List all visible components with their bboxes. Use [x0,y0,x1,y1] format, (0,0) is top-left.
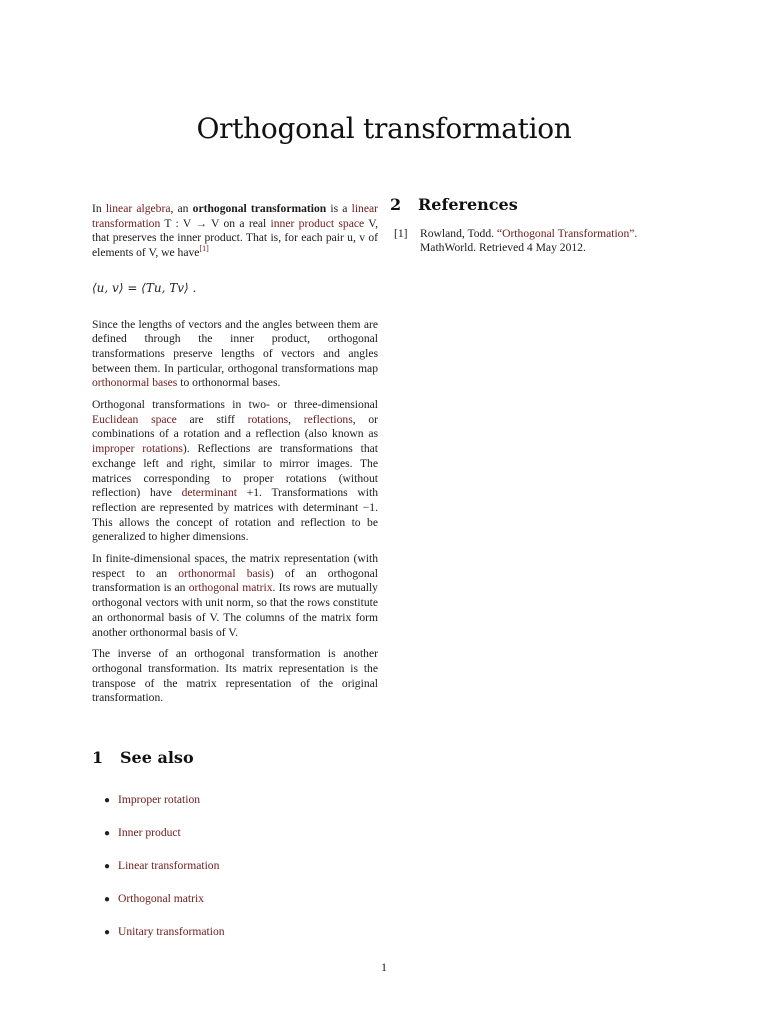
list-item [104,889,225,922]
references-number: 2 [390,195,402,214]
para4-text-2: ) of an orthogonal transformation is an [92,566,379,595]
bullet-icon: ● [104,894,111,905]
bullet-icon: ● [104,861,111,872]
references-heading [390,195,680,214]
para3-text-4: , or combinations of a rotation and a reflection (also known as [92,412,378,441]
reference-text [420,227,680,256]
paragraph-lengths [92,318,378,392]
para3-text-2: are stiff [176,412,248,426]
para3-text-3: , [288,412,304,426]
intro-paragraph [92,202,378,261]
bullet-icon: ● [104,828,111,839]
bullet-icon: ● [104,927,111,938]
page-title: Orthogonal transformation [196,112,572,145]
link-linear-transformation[interactable]: linear transformation [92,202,379,230]
para3-text-6: +1. Transformations with reflection are represented by matrices with determinant −1. This allows the concept of rotation and reflection to be generalized to higher dimensions. [92,486,378,544]
link-orthonormal-basis[interactable]: orthonormal basis [178,566,270,580]
para4-text-1: In finite-dimensional spaces, the matrix representation (with respect to an [92,552,378,580]
see-also-list [104,790,225,955]
para4-text-3: . Its rows are mutually orthogonal vectors with unit norm, so that the rows constitute an orthonormal basis of V. The columns of the matrix form another orthonormal basis of V. [92,581,378,639]
link-linear-algebra[interactable]: linear algebra [105,202,171,215]
intro-text-3: is a [326,202,352,215]
link-determinant[interactable]: determinant [181,486,237,500]
references-title: References [418,195,518,214]
para3-text-1: Orthogonal transformations in two- or three-dimensional [92,398,378,412]
bullet-icon: ● [104,795,111,806]
intro-text-4: T : V → V on a real [160,216,271,230]
formula: ⟨u, v⟩ = ⟨Tu, Tv⟩ . [92,280,197,295]
page-number: 1 [381,960,387,974]
see-also-link[interactable]: Linear transformation [118,859,220,872]
intro-text-1: In [92,202,106,215]
see-also-link[interactable]: Inner product [118,826,181,839]
bold-term: orthogonal transformation [192,202,327,215]
references-column [390,195,680,256]
see-also-link[interactable]: Improper rotation [118,793,201,806]
link-rotations[interactable]: rotations [247,412,289,426]
see-also-link[interactable]: Orthogonal matrix [118,892,204,905]
para2-text-1: Since the lengths of vectors and the angles between them are defined through the inner product, orthogonal transformations preserve lengths of vectors and angles between them. In particular, orthogonal transformations map [92,317,378,375]
link-improper-rotations[interactable]: improper rotations [92,442,183,456]
link-orthogonal-matrix[interactable]: orthogonal matrix [188,581,273,595]
reference-item [390,227,680,256]
reference-author: Rowland, Todd. [420,226,497,240]
list-item [104,922,225,955]
see-also-title: See also [120,748,194,767]
see-also-link[interactable]: Unitary transformation [118,925,225,938]
see-also-heading [92,748,194,767]
reference-source: . MathWorld. Retrieved 4 May 2012. [420,226,638,255]
link-euclidean-space[interactable]: Euclidean space [92,412,177,426]
para3-text-5: ). Reflections are transformations that exchange left and right, similar to mirror images. The matrices corresponding to proper rotations (without reflection) have [92,442,378,500]
para2-text-2: to orthonormal bases. [177,376,281,390]
intro-text-2: , an [170,202,193,215]
see-also-number: 1 [92,748,104,767]
reference-number: [1] [394,226,408,240]
list-item [104,790,225,823]
paragraph-inverse: The inverse of an orthogonal transformation is another orthogonal transformation. Its matrix representation is the transpose of the matrix representation of the original transformation. [92,647,378,705]
paragraph-finite-dimensional [92,552,378,640]
main-column [92,202,378,713]
link-orthonormal-bases[interactable]: orthonormal bases [92,376,178,390]
list-item [104,856,225,889]
intro-text-5: V, that preserves the inner product. That is, for each pair u, v of elements of V, we have [92,216,379,260]
citation-link[interactable]: [1] [199,244,209,254]
list-item [104,823,225,856]
link-reflections[interactable]: reflections [303,412,353,426]
reference-link[interactable]: “Orthogonal Transformation” [496,226,635,240]
link-inner-product-space[interactable]: inner product space [270,216,365,230]
paragraph-euclidean [92,398,378,545]
